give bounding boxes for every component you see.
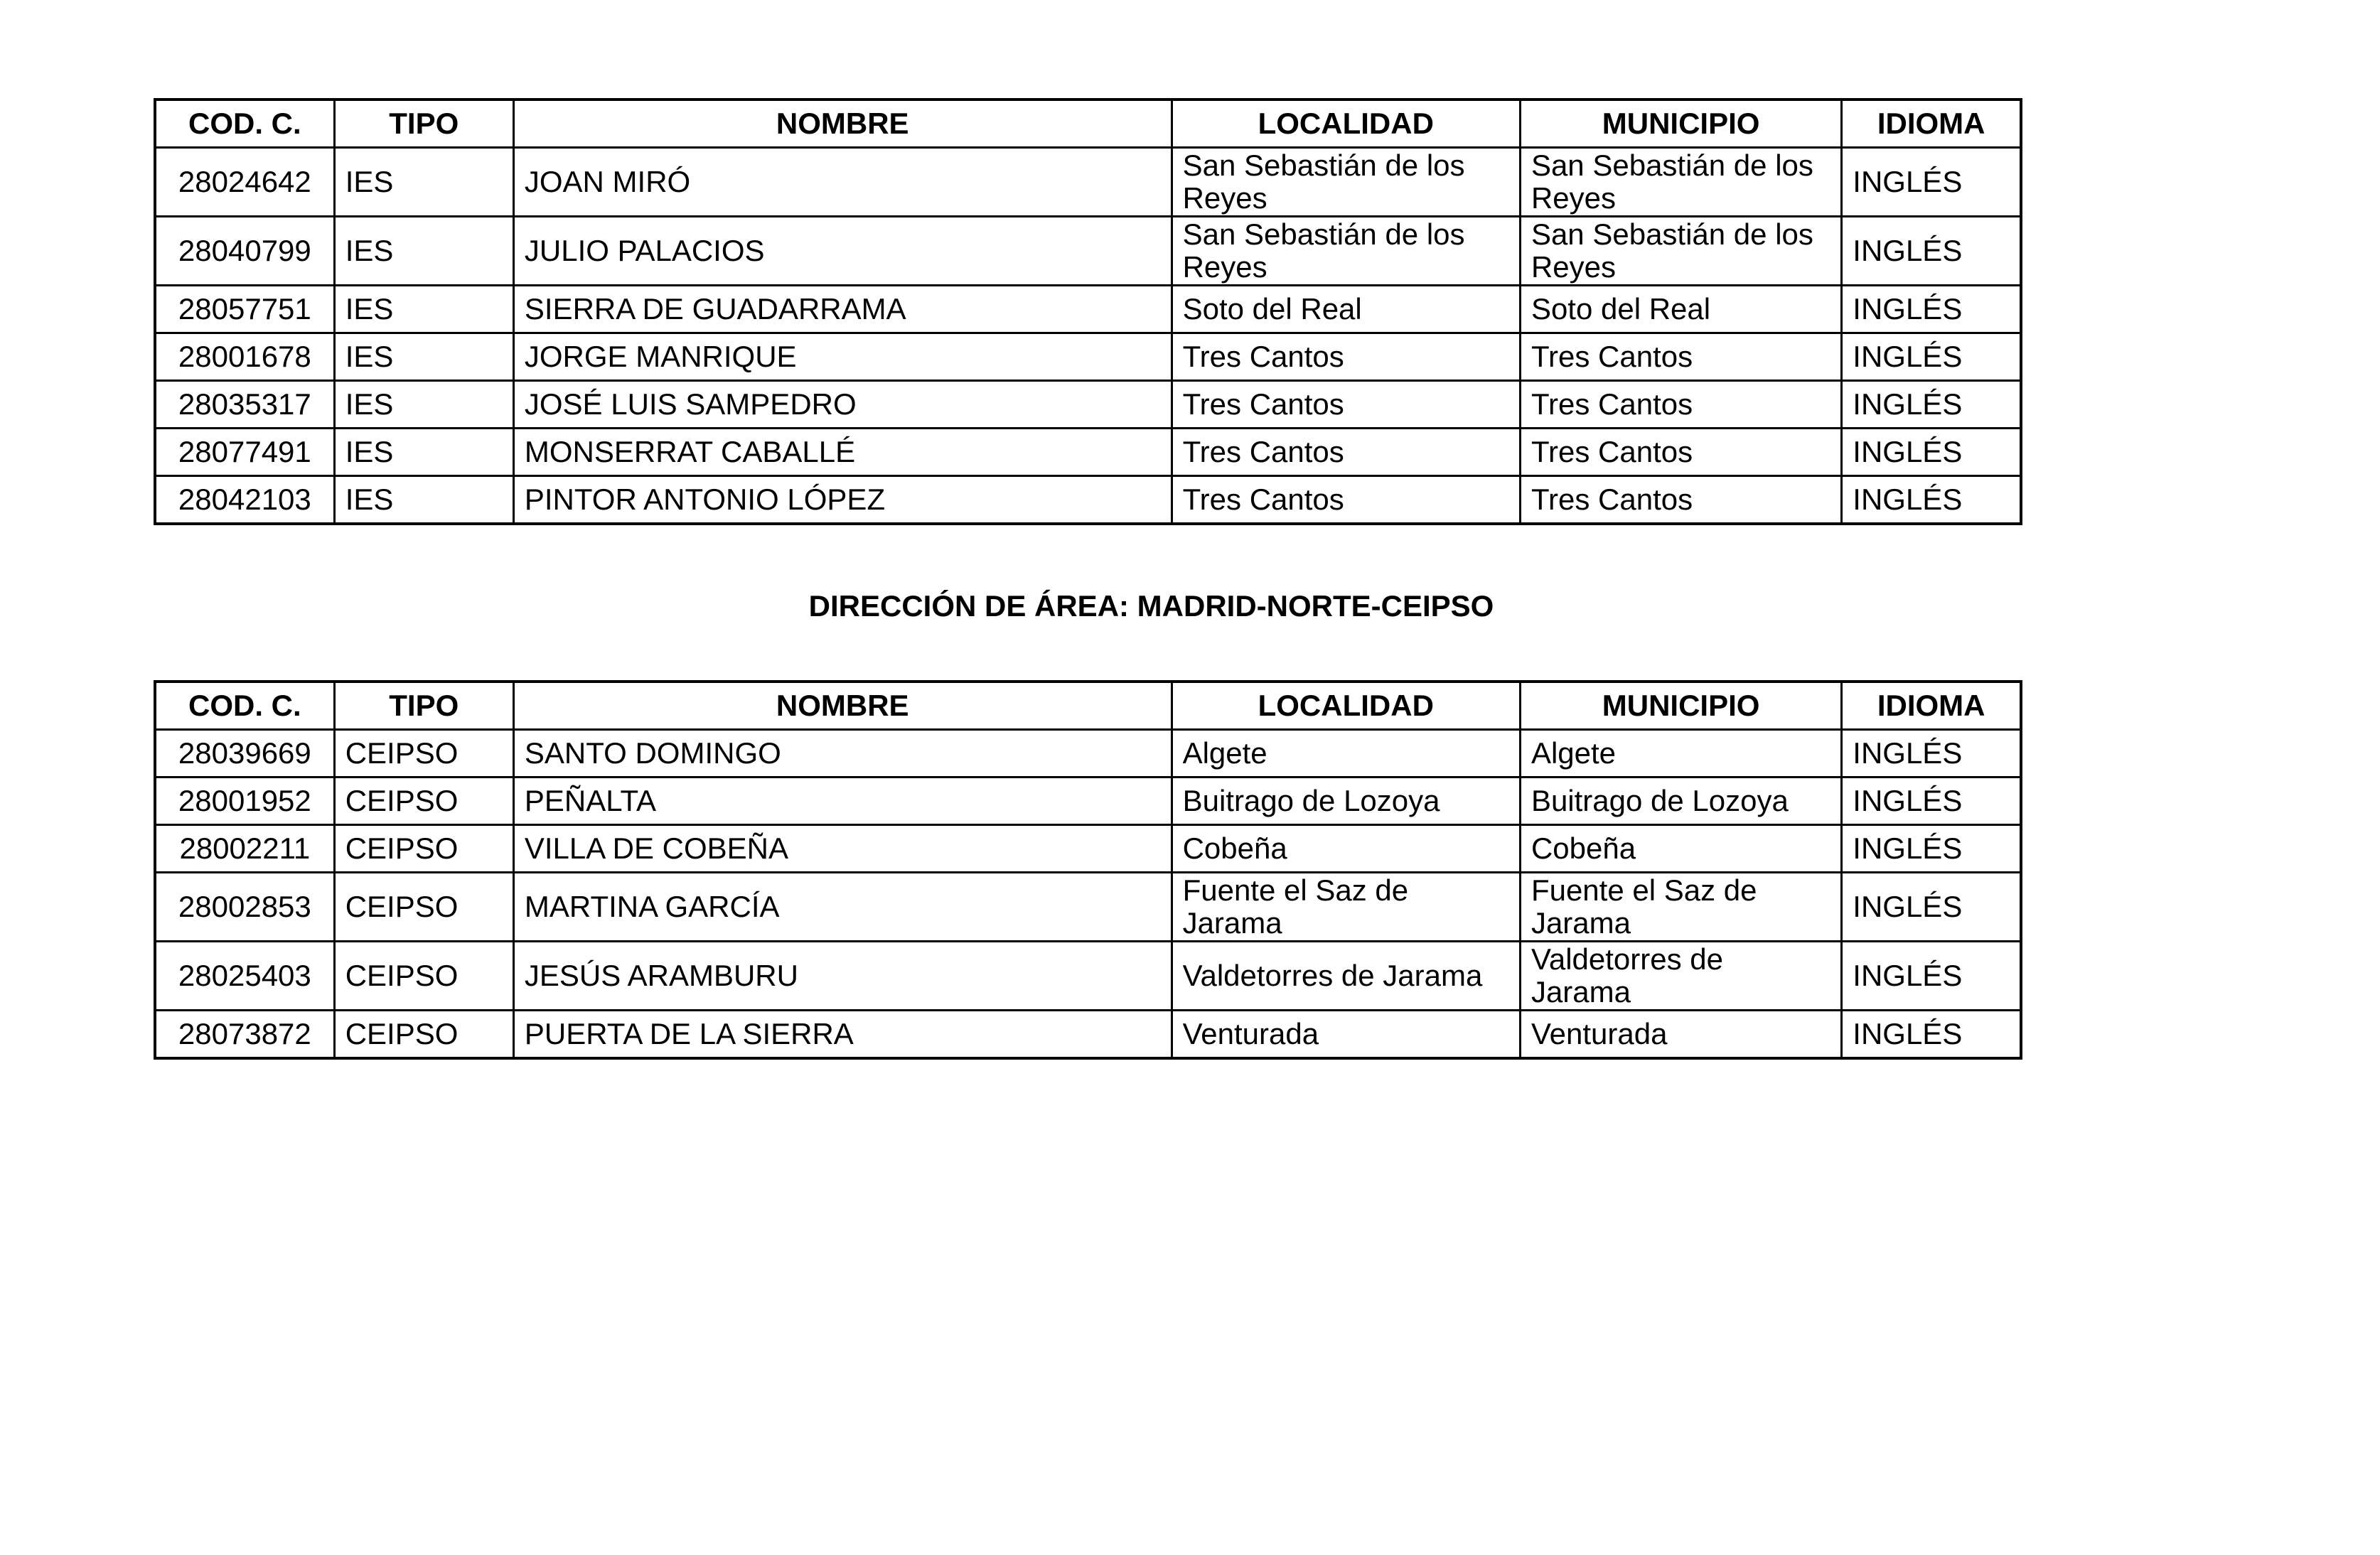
cell-idioma: INGLÉS	[1842, 217, 2021, 286]
cell-tipo: CEIPSO	[334, 1011, 513, 1059]
cell-localidad: Fuente el Saz de Jarama	[1172, 873, 1520, 942]
cell-municipio: Cobeña	[1520, 825, 1841, 873]
cell-localidad: Soto del Real	[1172, 286, 1520, 333]
cell-municipio: San Sebastián de los Reyes	[1520, 148, 1841, 217]
table-row	[155, 381, 2021, 429]
cell-idioma: INGLÉS	[1842, 873, 2021, 942]
cell-tipo: IES	[334, 476, 513, 524]
table-row	[155, 286, 2021, 333]
schools-table-ies	[154, 98, 2022, 525]
cell-cod: 28077491	[155, 429, 334, 476]
cell-nombre: JORGE MANRIQUE	[513, 333, 1172, 381]
cell-cod: 28001952	[155, 778, 334, 825]
cell-cod: 28073872	[155, 1011, 334, 1059]
cell-municipio: Venturada	[1520, 1011, 1841, 1059]
table-row	[155, 942, 2021, 1011]
cell-cod: 28001678	[155, 333, 334, 381]
cell-nombre: MARTINA GARCÍA	[513, 873, 1172, 942]
cell-localidad: San Sebastián de los Reyes	[1172, 148, 1520, 217]
header-municipio: MUNICIPIO	[1520, 682, 1841, 730]
cell-tipo: IES	[334, 381, 513, 429]
table-row	[155, 429, 2021, 476]
cell-idioma: INGLÉS	[1842, 942, 2021, 1011]
table-row	[155, 1011, 2021, 1059]
cell-municipio: San Sebastián de los Reyes	[1520, 217, 1841, 286]
cell-idioma: INGLÉS	[1842, 381, 2021, 429]
cell-idioma: INGLÉS	[1842, 286, 2021, 333]
cell-tipo: IES	[334, 148, 513, 217]
header-idioma: IDIOMA	[1842, 99, 2021, 148]
cell-localidad: Tres Cantos	[1172, 381, 1520, 429]
cell-idioma: INGLÉS	[1842, 333, 2021, 381]
cell-nombre: JESÚS ARAMBURU	[513, 942, 1172, 1011]
cell-municipio: Soto del Real	[1520, 286, 1841, 333]
cell-idioma: INGLÉS	[1842, 825, 2021, 873]
header-nombre: NOMBRE	[513, 682, 1172, 730]
cell-localidad: Valdetorres de Jarama	[1172, 942, 1520, 1011]
header-idioma: IDIOMA	[1842, 682, 2021, 730]
cell-tipo: IES	[334, 217, 513, 286]
header-tipo: TIPO	[334, 682, 513, 730]
header-tipo: TIPO	[334, 99, 513, 148]
cell-idioma: INGLÉS	[1842, 1011, 2021, 1059]
cell-nombre: PEÑALTA	[513, 778, 1172, 825]
cell-tipo: IES	[334, 429, 513, 476]
cell-municipio: Valdetorres de Jarama	[1520, 942, 1841, 1011]
cell-cod: 28002211	[155, 825, 334, 873]
header-cod: COD. C.	[155, 99, 334, 148]
cell-cod: 28039669	[155, 730, 334, 778]
cell-tipo: CEIPSO	[334, 825, 513, 873]
cell-municipio: Tres Cantos	[1520, 476, 1841, 524]
cell-idioma: INGLÉS	[1842, 429, 2021, 476]
cell-nombre: JOAN MIRÓ	[513, 148, 1172, 217]
cell-cod: 28002853	[155, 873, 334, 942]
cell-nombre: VILLA DE COBEÑA	[513, 825, 1172, 873]
schools-table-ceipso	[154, 680, 2022, 1060]
table-row	[155, 778, 2021, 825]
cell-tipo: CEIPSO	[334, 942, 513, 1011]
cell-cod: 28042103	[155, 476, 334, 524]
cell-nombre: MONSERRAT CABALLÉ	[513, 429, 1172, 476]
cell-idioma: INGLÉS	[1842, 476, 2021, 524]
header-cod: COD. C.	[155, 682, 334, 730]
table-header-row	[155, 682, 2021, 730]
cell-localidad: Tres Cantos	[1172, 476, 1520, 524]
cell-nombre: SIERRA DE GUADARRAMA	[513, 286, 1172, 333]
cell-nombre: PINTOR ANTONIO LÓPEZ	[513, 476, 1172, 524]
cell-tipo: CEIPSO	[334, 730, 513, 778]
cell-localidad: Venturada	[1172, 1011, 1520, 1059]
table-header-row	[155, 99, 2021, 148]
header-nombre: NOMBRE	[513, 99, 1172, 148]
cell-municipio: Tres Cantos	[1520, 429, 1841, 476]
cell-localidad: Cobeña	[1172, 825, 1520, 873]
table-row	[155, 333, 2021, 381]
cell-localidad: Tres Cantos	[1172, 333, 1520, 381]
cell-localidad: Buitrago de Lozoya	[1172, 778, 1520, 825]
table-row	[155, 476, 2021, 524]
cell-tipo: IES	[334, 333, 513, 381]
cell-localidad: Algete	[1172, 730, 1520, 778]
cell-nombre: SANTO DOMINGO	[513, 730, 1172, 778]
cell-nombre: JULIO PALACIOS	[513, 217, 1172, 286]
table-row	[155, 825, 2021, 873]
cell-localidad: San Sebastián de los Reyes	[1172, 217, 1520, 286]
cell-municipio: Tres Cantos	[1520, 333, 1841, 381]
table-row	[155, 148, 2021, 217]
cell-nombre: JOSÉ LUIS SAMPEDRO	[513, 381, 1172, 429]
cell-tipo: CEIPSO	[334, 778, 513, 825]
cell-localidad: Tres Cantos	[1172, 429, 1520, 476]
cell-tipo: CEIPSO	[334, 873, 513, 942]
table-row	[155, 217, 2021, 286]
cell-municipio: Tres Cantos	[1520, 381, 1841, 429]
cell-tipo: IES	[334, 286, 513, 333]
cell-municipio: Fuente el Saz de Jarama	[1520, 873, 1841, 942]
cell-cod: 28040799	[155, 217, 334, 286]
cell-cod: 28025403	[155, 942, 334, 1011]
cell-idioma: INGLÉS	[1842, 730, 2021, 778]
cell-idioma: INGLÉS	[1842, 148, 2021, 217]
header-localidad: LOCALIDAD	[1172, 99, 1520, 148]
cell-cod: 28057751	[155, 286, 334, 333]
cell-cod: 28035317	[155, 381, 334, 429]
table-row	[155, 873, 2021, 942]
header-localidad: LOCALIDAD	[1172, 682, 1520, 730]
table-row	[155, 730, 2021, 778]
header-municipio: MUNICIPIO	[1520, 99, 1841, 148]
cell-nombre: PUERTA DE LA SIERRA	[513, 1011, 1172, 1059]
cell-municipio: Algete	[1520, 730, 1841, 778]
section-heading: DIRECCIÓN DE ÁREA: MADRID-NORTE-CEIPSO	[808, 589, 1494, 623]
cell-cod: 28024642	[155, 148, 334, 217]
cell-municipio: Buitrago de Lozoya	[1520, 778, 1841, 825]
cell-idioma: INGLÉS	[1842, 778, 2021, 825]
